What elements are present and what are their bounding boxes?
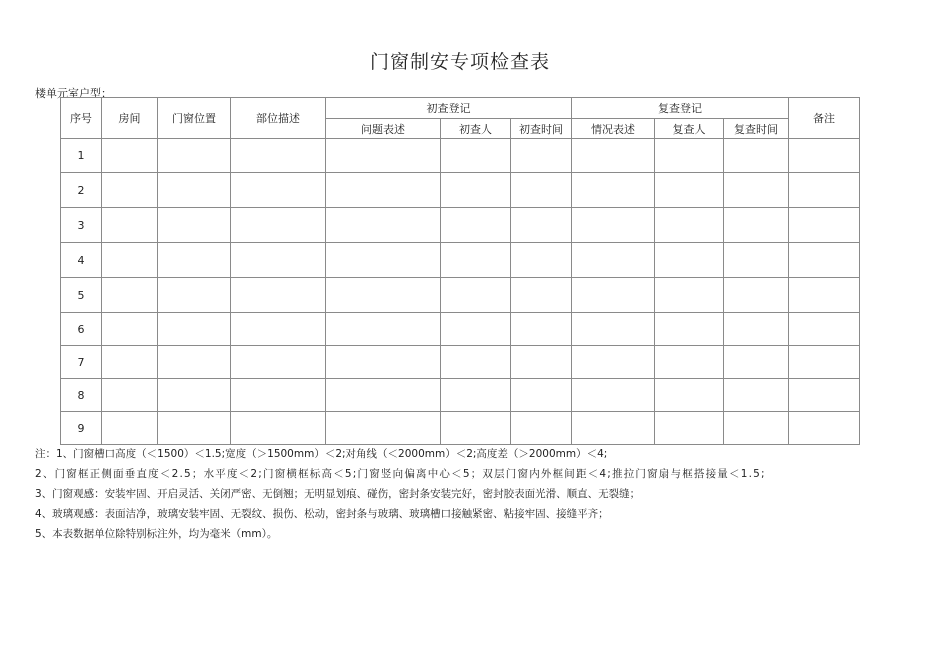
cell-recheck-time[interactable] [724, 412, 789, 445]
cell-room[interactable] [102, 243, 158, 278]
cell-room[interactable] [102, 173, 158, 208]
header-part: 部位描述 [231, 98, 326, 139]
cell-initial-time[interactable] [511, 243, 572, 278]
row-number: 2 [61, 173, 102, 208]
note-line-5: 5、本表数据单位除特别标注外，均为毫米（mm）。 [35, 528, 278, 540]
cell-room[interactable] [102, 379, 158, 412]
note-line-1: 注：1、门窗槽口高度（＜1500）＜1.5;宽度（＞1500mm）＜2;对角线（＜2000mm）＜2;高度差（＞2000mm）＜4; [35, 448, 608, 460]
cell-remark[interactable] [789, 278, 860, 313]
header-initial-time: 初查时间 [511, 119, 572, 139]
cell-position[interactable] [158, 278, 231, 313]
table-row [61, 412, 860, 445]
page-title: 门窗制安专项检查表 [369, 51, 550, 73]
header-recheck-person: 复查人 [655, 119, 724, 139]
cell-recheck-desc[interactable] [572, 346, 655, 379]
cell-recheck-person[interactable] [655, 173, 724, 208]
cell-initial-person[interactable] [441, 278, 511, 313]
cell-remark[interactable] [789, 412, 860, 445]
row-number: 8 [61, 379, 102, 412]
cell-recheck-person[interactable] [655, 346, 724, 379]
cell-initial-desc[interactable] [326, 412, 441, 445]
row-number: 9 [61, 412, 102, 445]
cell-recheck-time[interactable] [724, 173, 789, 208]
cell-recheck-desc[interactable] [572, 379, 655, 412]
cell-initial-time[interactable] [511, 139, 572, 173]
cell-initial-time[interactable] [511, 346, 572, 379]
header-position: 门窗位置 [158, 98, 231, 139]
inspection-table [60, 97, 860, 445]
cell-initial-person[interactable] [441, 208, 511, 243]
table-row [61, 379, 860, 412]
table-row [61, 173, 860, 208]
cell-recheck-desc[interactable] [572, 173, 655, 208]
cell-part[interactable] [231, 346, 326, 379]
cell-recheck-time[interactable] [724, 243, 789, 278]
cell-initial-desc[interactable] [326, 139, 441, 173]
cell-initial-desc[interactable] [326, 346, 441, 379]
cell-recheck-person[interactable] [655, 208, 724, 243]
cell-initial-time[interactable] [511, 412, 572, 445]
cell-recheck-time[interactable] [724, 139, 789, 173]
cell-room[interactable] [102, 139, 158, 173]
header-remark: 备注 [789, 98, 860, 139]
cell-initial-person[interactable] [441, 346, 511, 379]
table-row [61, 208, 860, 243]
cell-initial-person[interactable] [441, 243, 511, 278]
header-seq: 序号 [61, 98, 102, 139]
cell-recheck-person[interactable] [655, 243, 724, 278]
cell-recheck-person[interactable] [655, 412, 724, 445]
cell-recheck-desc[interactable] [572, 278, 655, 313]
header-initial-group: 初查登记 [326, 98, 572, 119]
cell-initial-person[interactable] [441, 379, 511, 412]
row-number: 3 [61, 208, 102, 243]
row-number: 4 [61, 243, 102, 278]
cell-room[interactable] [102, 278, 158, 313]
cell-remark[interactable] [789, 313, 860, 346]
cell-remark[interactable] [789, 346, 860, 379]
header-initial-person: 初查人 [441, 119, 511, 139]
header-initial-desc: 问题表述 [326, 119, 441, 139]
cell-room[interactable] [102, 412, 158, 445]
cell-remark[interactable] [789, 379, 860, 412]
cell-recheck-time[interactable] [724, 278, 789, 313]
cell-initial-desc[interactable] [326, 243, 441, 278]
cell-recheck-desc[interactable] [572, 412, 655, 445]
cell-part[interactable] [231, 379, 326, 412]
cell-initial-time[interactable] [511, 278, 572, 313]
cell-recheck-desc[interactable] [572, 313, 655, 346]
cell-initial-desc[interactable] [326, 278, 441, 313]
cell-recheck-time[interactable] [724, 208, 789, 243]
cell-recheck-person[interactable] [655, 313, 724, 346]
row-number: 6 [61, 313, 102, 346]
header-recheck-time: 复查时间 [724, 119, 789, 139]
table-row [61, 139, 860, 173]
table-row [61, 346, 860, 379]
cell-position[interactable] [158, 313, 231, 346]
note-line-2: 2、门窗框正侧面垂直度＜2.5；水平度＜2;门窗横框标高＜5;门窗竖向偏离中心＜5；双层门窗内外框间距＜4;推拉门窗扇与框搭接量＜1.5; [35, 468, 766, 480]
row-number: 7 [61, 346, 102, 379]
cell-recheck-time[interactable] [724, 313, 789, 346]
cell-position[interactable] [158, 346, 231, 379]
row-number: 1 [61, 139, 102, 173]
cell-remark[interactable] [789, 173, 860, 208]
notes-section [35, 446, 895, 546]
cell-part[interactable] [231, 139, 326, 173]
cell-initial-desc[interactable] [326, 208, 441, 243]
cell-initial-person[interactable] [441, 173, 511, 208]
note-line-4: 4、玻璃观感：表面洁净，玻璃安装牢固、无裂纹、损伤、松动，密封条与玻璃、玻璃槽口接触紧密、粘接牢固、接缝平齐； [35, 508, 609, 520]
cell-initial-time[interactable] [511, 173, 572, 208]
cell-position[interactable] [158, 139, 231, 173]
cell-part[interactable] [231, 243, 326, 278]
cell-recheck-desc[interactable] [572, 208, 655, 243]
cell-recheck-person[interactable] [655, 379, 724, 412]
cell-initial-time[interactable] [511, 208, 572, 243]
cell-remark[interactable] [789, 208, 860, 243]
cell-part[interactable] [231, 313, 326, 346]
cell-initial-person[interactable] [441, 412, 511, 445]
cell-room[interactable] [102, 346, 158, 379]
unit-room-type-label: 楼单元室户型： [35, 87, 112, 100]
cell-recheck-time[interactable] [724, 346, 789, 379]
header-room: 房间 [102, 98, 158, 139]
cell-position[interactable] [158, 412, 231, 445]
table-row [61, 313, 860, 346]
header-recheck-desc: 情况表述 [572, 119, 655, 139]
row-number: 5 [61, 278, 102, 313]
cell-initial-desc[interactable] [326, 379, 441, 412]
cell-position[interactable] [158, 208, 231, 243]
cell-initial-time[interactable] [511, 313, 572, 346]
cell-position[interactable] [158, 379, 231, 412]
cell-part[interactable] [231, 173, 326, 208]
cell-initial-person[interactable] [441, 139, 511, 173]
cell-position[interactable] [158, 173, 231, 208]
cell-recheck-time[interactable] [724, 379, 789, 412]
header-recheck-group: 复查登记 [572, 98, 789, 119]
cell-initial-time[interactable] [511, 379, 572, 412]
cell-room[interactable] [102, 313, 158, 346]
table-row [61, 243, 860, 278]
cell-initial-desc[interactable] [326, 313, 441, 346]
cell-recheck-person[interactable] [655, 278, 724, 313]
cell-recheck-desc[interactable] [572, 243, 655, 278]
cell-part[interactable] [231, 278, 326, 313]
note-line-3: 3、门窗观感：安装牢固、开启灵活、关闭严密、无倒翘；无明显划痕、碰伤，密封条安装完好，密封胶表面光滑、顺直、无裂缝； [35, 488, 641, 500]
cell-part[interactable] [231, 208, 326, 243]
cell-room[interactable] [102, 208, 158, 243]
cell-position[interactable] [158, 243, 231, 278]
cell-recheck-person[interactable] [655, 139, 724, 173]
cell-initial-desc[interactable] [326, 173, 441, 208]
cell-initial-person[interactable] [441, 313, 511, 346]
cell-part[interactable] [231, 412, 326, 445]
cell-remark[interactable] [789, 139, 860, 173]
table-row [61, 278, 860, 313]
cell-remark[interactable] [789, 243, 860, 278]
cell-recheck-desc[interactable] [572, 139, 655, 173]
